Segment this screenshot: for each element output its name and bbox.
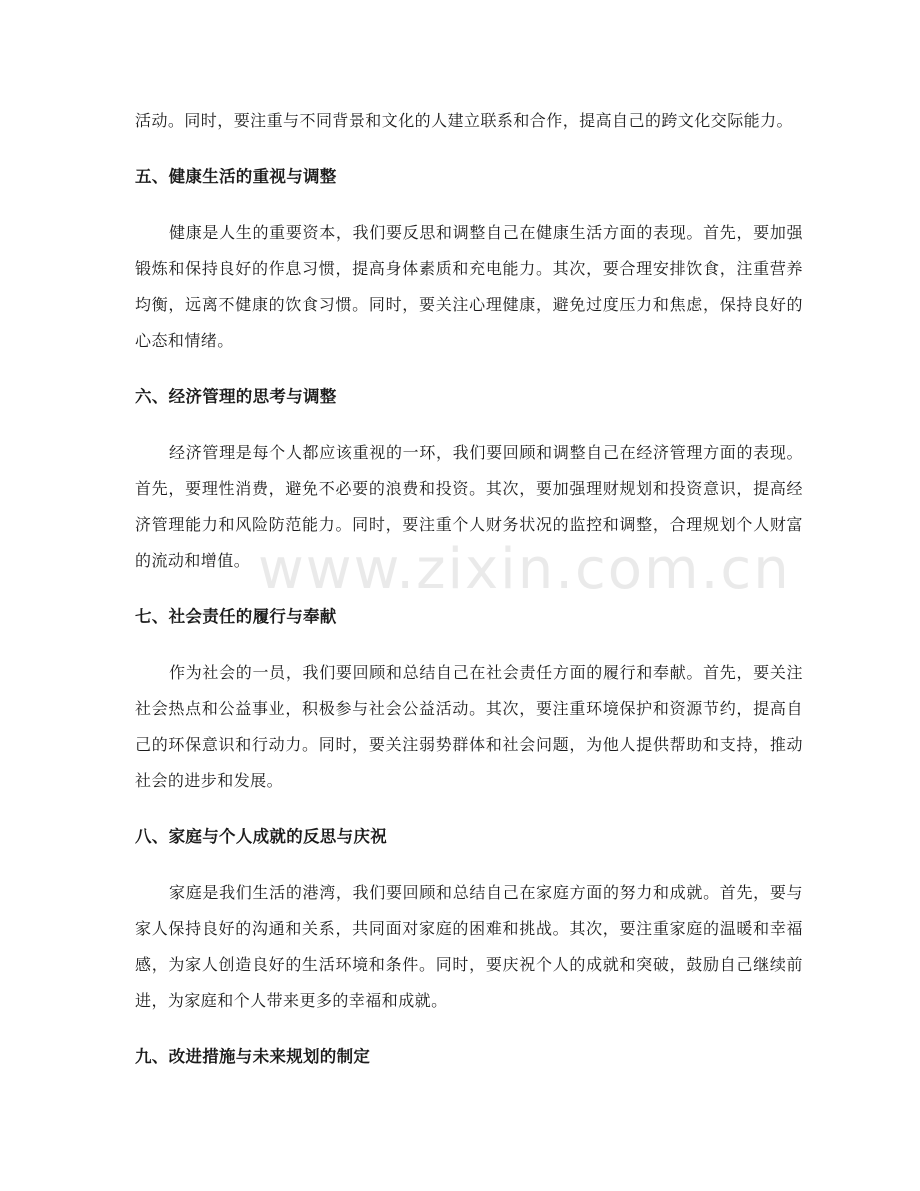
section-body-7: 作为社会的一员，我们要回顾和总结自己在社会责任方面的履行和奉献。首先，要关注社会热点和公益事业，积极参与社会公益活动。其次，要注重环境保护和资源节约，提高自己的环保意识和行动力。同时，要关注弱势群体和社会问题，为他人提供帮助和支持，推动社会的进步和发展。 <box>135 663 803 790</box>
section-body-6: 经济管理是每个人都应该重视的一环，我们要回顾和调整自己在经济管理方面的表现。首先，要理性消费，避免不必要的浪费和投资。其次，要加强理财规划和投资意识，提高经济管理能力和风险防范能力。同时，要注重个人财务状况的监控和调整，合理规划个人财富的流动和增值。 <box>135 443 803 570</box>
section-heading-7: 七、社会责任的履行与奉献 <box>135 607 337 626</box>
document-body <box>135 103 803 1075</box>
section-heading-5: 五、健康生活的重视与调整 <box>135 167 337 186</box>
section-body-8: 家庭是我们生活的港湾，我们要回顾和总结自己在家庭方面的努力和成就。首先，要与家人保持良好的沟通和关系，共同面对家庭的困难和挑战。其次，要注重家庭的温暖和幸福感，为家人创造良好的生活环境和条件。同时，要庆祝个人的成就和突破，鼓励自己继续前进，为家庭和个人带来更多的幸福和成就。 <box>135 883 803 1010</box>
section-heading-8: 八、家庭与个人成就的反思与庆祝 <box>135 827 387 846</box>
intro-paragraph: 活动。同时，要注重与不同背景和文化的人建立联系和合作，提高自己的跨文化交际能力。 <box>135 111 794 130</box>
watermark: www.zixin.com.cn <box>258 537 791 602</box>
section-heading-6: 六、经济管理的思考与调整 <box>135 387 337 406</box>
section-body-5: 健康是人生的重要资本，我们要反思和调整自己在健康生活方面的表现。首先，要加强锻炼和保持良好的作息习惯，提高身体素质和充电能力。其次，要合理安排饮食，注重营养均衡，远离不健康的饮食习惯。同时，要关注心理健康，避免过度压力和焦虑，保持良好的心态和情绪。 <box>135 223 803 350</box>
section-heading-9: 九、改进措施与未来规划的制定 <box>135 1047 371 1066</box>
